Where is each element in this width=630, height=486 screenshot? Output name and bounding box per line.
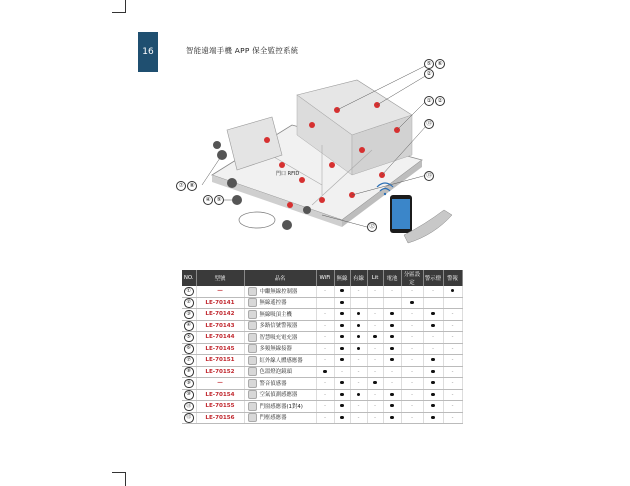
feature-cell bbox=[350, 401, 367, 413]
feature-dash: - bbox=[324, 334, 326, 341]
feature-cell bbox=[334, 343, 350, 355]
feature-cell bbox=[383, 297, 401, 309]
feature-cell bbox=[334, 355, 350, 367]
callout-13-top bbox=[424, 119, 435, 129]
callout-num: ⑧ bbox=[187, 181, 197, 191]
product-thumbnail bbox=[248, 413, 257, 422]
product-name: 色溫燈泡鏡頭 bbox=[259, 369, 292, 376]
feature-cell bbox=[423, 366, 443, 378]
feature-cell bbox=[316, 320, 334, 332]
feature-cell bbox=[401, 320, 423, 332]
feature-cell bbox=[350, 297, 367, 309]
feature-cell bbox=[334, 366, 350, 378]
feature-dot bbox=[390, 358, 393, 361]
product-name-cell bbox=[244, 366, 316, 378]
feature-cell bbox=[334, 309, 350, 321]
feature-cell bbox=[367, 297, 383, 309]
callout-num: ⑬ bbox=[424, 171, 434, 181]
feature-cell bbox=[316, 412, 334, 424]
row-number: ⑦ bbox=[182, 355, 196, 367]
feature-cell bbox=[383, 401, 401, 413]
feature-dash: - bbox=[391, 288, 393, 295]
feature-dot bbox=[323, 370, 326, 373]
model-cell: LE-70145 bbox=[196, 343, 244, 355]
feature-dash: - bbox=[451, 345, 454, 352]
feature-dash: - bbox=[374, 345, 376, 352]
feature-cell bbox=[350, 355, 367, 367]
feature-dot bbox=[431, 324, 434, 327]
callout-num: ② bbox=[435, 96, 445, 106]
feature-dot bbox=[340, 301, 343, 304]
feature-cell bbox=[401, 332, 423, 344]
feature-dash: - bbox=[451, 380, 454, 387]
row-number: ⑥ bbox=[182, 343, 196, 355]
callout-1-2 bbox=[424, 96, 446, 106]
feature-cell bbox=[443, 286, 462, 297]
row-number: ⑪ bbox=[182, 401, 196, 413]
feature-cell bbox=[316, 389, 334, 401]
feature-cell bbox=[316, 332, 334, 344]
feature-dash: - bbox=[374, 414, 376, 421]
feature-dash: - bbox=[411, 380, 413, 387]
callout-num: ⑨ bbox=[214, 195, 224, 205]
feature-cell bbox=[423, 412, 443, 424]
callout-num: ④ bbox=[203, 195, 213, 205]
feature-dot bbox=[340, 289, 343, 292]
product-thumbnail bbox=[248, 379, 257, 388]
table-row bbox=[182, 320, 462, 332]
row-number: ② bbox=[182, 297, 196, 309]
product-name: 門框感應器 bbox=[259, 415, 287, 422]
feature-cell bbox=[350, 389, 367, 401]
product-name: 警音偵感器 bbox=[259, 380, 287, 387]
feature-dash: - bbox=[324, 322, 326, 329]
feature-dot bbox=[410, 301, 413, 304]
feature-dash: - bbox=[451, 311, 454, 318]
feature-cell bbox=[316, 378, 334, 390]
callout-5-6 bbox=[424, 59, 446, 69]
feature-dot bbox=[390, 416, 393, 419]
feature-cell bbox=[383, 389, 401, 401]
feature-dot bbox=[357, 324, 360, 327]
product-name: 紅外線人體感應器 bbox=[259, 357, 303, 364]
callout-num: ⑫ bbox=[367, 222, 377, 232]
product-name: 智慧吸充電充器 bbox=[259, 334, 298, 341]
table-row bbox=[182, 343, 462, 355]
feature-cell bbox=[350, 412, 367, 424]
callout-num: ⑤ bbox=[424, 59, 434, 69]
product-thumbnail bbox=[248, 321, 257, 330]
feature-cell bbox=[401, 366, 423, 378]
row-number: ⑤ bbox=[182, 332, 196, 344]
feature-dash: - bbox=[451, 357, 454, 364]
feature-cell bbox=[443, 320, 462, 332]
product-name-cell bbox=[244, 332, 316, 344]
feature-cell bbox=[350, 320, 367, 332]
feature-dash: - bbox=[411, 288, 413, 295]
feature-dash: - bbox=[411, 368, 413, 375]
feature-dot bbox=[340, 358, 343, 361]
feature-dash: - bbox=[324, 414, 326, 421]
feature-cell bbox=[367, 355, 383, 367]
product-name-cell bbox=[244, 286, 316, 297]
feature-cell bbox=[443, 366, 462, 378]
house-label: 門口 RFID bbox=[276, 171, 300, 177]
crop-mark-top bbox=[125, 0, 126, 13]
feature-cell bbox=[316, 366, 334, 378]
feature-cell bbox=[334, 286, 350, 297]
feature-cell bbox=[334, 332, 350, 344]
feature-cell bbox=[423, 401, 443, 413]
table-header-cell: 型號 bbox=[196, 270, 244, 286]
callout-num: ⑬ bbox=[424, 119, 434, 129]
feature-cell bbox=[367, 320, 383, 332]
table-header-cell: 分區設定 bbox=[401, 270, 423, 286]
product-thumbnail bbox=[248, 287, 257, 296]
feature-dot bbox=[340, 347, 343, 350]
page-number: 16 bbox=[138, 32, 158, 72]
feature-cell bbox=[367, 366, 383, 378]
feature-cell bbox=[443, 378, 462, 390]
feature-cell bbox=[423, 343, 443, 355]
feature-cell bbox=[401, 401, 423, 413]
model-cell: LE-70152 bbox=[196, 366, 244, 378]
feature-cell bbox=[443, 412, 462, 424]
feature-dot bbox=[431, 312, 434, 315]
feature-dash: - bbox=[324, 345, 326, 352]
product-thumbnail bbox=[248, 402, 257, 411]
feature-cell bbox=[334, 297, 350, 309]
feature-cell bbox=[401, 343, 423, 355]
feature-dash: - bbox=[374, 288, 376, 295]
model-cell: LE-70154 bbox=[196, 389, 244, 401]
feature-dash: - bbox=[451, 403, 454, 410]
feature-cell bbox=[383, 366, 401, 378]
feature-dash: - bbox=[324, 391, 326, 398]
feature-cell bbox=[443, 332, 462, 344]
feature-dash: - bbox=[324, 357, 326, 364]
row-number: ⑨ bbox=[182, 378, 196, 390]
table-row bbox=[182, 412, 462, 424]
feature-cell bbox=[367, 286, 383, 297]
feature-cell bbox=[443, 355, 462, 367]
feature-cell bbox=[443, 401, 462, 413]
feature-cell bbox=[350, 378, 367, 390]
table-header-cell: WiFi bbox=[316, 270, 334, 286]
feature-dash: - bbox=[411, 357, 413, 364]
callout-4-9 bbox=[203, 195, 225, 205]
feature-dot bbox=[340, 324, 343, 327]
table-row bbox=[182, 389, 462, 401]
table-header-cell: 無線 bbox=[334, 270, 350, 286]
model-cell: LE-70142 bbox=[196, 309, 244, 321]
feature-dot bbox=[357, 335, 360, 338]
feature-dash: - bbox=[411, 414, 413, 421]
feature-dash: - bbox=[391, 380, 393, 387]
feature-cell bbox=[401, 286, 423, 297]
callout-num: ⑥ bbox=[435, 59, 445, 69]
model-cell: — bbox=[196, 378, 244, 390]
feature-dash: - bbox=[374, 391, 376, 398]
feature-cell bbox=[383, 309, 401, 321]
feature-dot bbox=[431, 393, 434, 396]
feature-cell bbox=[367, 401, 383, 413]
product-name: 門窗感應器(1對4) bbox=[259, 403, 303, 410]
feature-cell bbox=[401, 355, 423, 367]
table-header-cell: 警示燈 bbox=[423, 270, 443, 286]
feature-cell bbox=[443, 389, 462, 401]
feature-dash: - bbox=[324, 288, 326, 295]
model-cell: LE-70141 bbox=[196, 297, 244, 309]
feature-dash: - bbox=[451, 334, 454, 341]
crop-mark-bottom bbox=[125, 472, 126, 486]
product-name-cell bbox=[244, 401, 316, 413]
feature-cell bbox=[423, 378, 443, 390]
feature-cell bbox=[334, 378, 350, 390]
feature-cell bbox=[443, 309, 462, 321]
row-number: ⑩ bbox=[182, 389, 196, 401]
feature-dot bbox=[373, 381, 376, 384]
feature-dash: - bbox=[374, 322, 376, 329]
feature-cell bbox=[316, 297, 334, 309]
feature-cell bbox=[383, 378, 401, 390]
feature-cell bbox=[334, 320, 350, 332]
model-cell: LE-70143 bbox=[196, 320, 244, 332]
feature-dot bbox=[431, 381, 434, 384]
feature-cell bbox=[401, 412, 423, 424]
feature-cell bbox=[401, 297, 423, 309]
feature-dash: - bbox=[451, 368, 454, 375]
table-row bbox=[182, 378, 462, 390]
feature-cell bbox=[350, 332, 367, 344]
row-number: ④ bbox=[182, 320, 196, 332]
feature-dash: - bbox=[324, 380, 326, 387]
feature-dot bbox=[340, 312, 343, 315]
product-name: 無線吸頂主機 bbox=[259, 311, 292, 318]
table-header-cell: Lit bbox=[367, 270, 383, 286]
model-cell: LE-70156 bbox=[196, 412, 244, 424]
feature-dash: - bbox=[324, 403, 326, 410]
feature-dash: - bbox=[411, 403, 413, 410]
feature-dot bbox=[357, 393, 360, 396]
feature-cell bbox=[316, 343, 334, 355]
table-row bbox=[182, 332, 462, 344]
feature-cell bbox=[367, 332, 383, 344]
house-illustration bbox=[172, 55, 462, 265]
row-number: ⑧ bbox=[182, 366, 196, 378]
product-name-cell bbox=[244, 320, 316, 332]
feature-dash: - bbox=[341, 368, 343, 375]
feature-cell bbox=[367, 309, 383, 321]
product-name-cell bbox=[244, 297, 316, 309]
feature-dot bbox=[431, 370, 434, 373]
feature-dash: - bbox=[411, 311, 413, 318]
feature-cell bbox=[350, 343, 367, 355]
table-row bbox=[182, 297, 462, 309]
table-row bbox=[182, 309, 462, 321]
table-row bbox=[182, 286, 462, 297]
product-thumbnail bbox=[248, 367, 257, 376]
product-thumbnail bbox=[248, 310, 257, 319]
row-number: ③ bbox=[182, 309, 196, 321]
feature-cell bbox=[423, 320, 443, 332]
feature-dot bbox=[390, 347, 393, 350]
feature-cell bbox=[334, 401, 350, 413]
feature-dot bbox=[431, 416, 434, 419]
spec-table bbox=[182, 270, 463, 424]
feature-cell bbox=[423, 286, 443, 297]
feature-cell bbox=[423, 332, 443, 344]
feature-dot bbox=[340, 335, 343, 338]
callout-13-mid bbox=[424, 171, 435, 181]
feature-cell bbox=[334, 389, 350, 401]
table-header-row bbox=[182, 270, 462, 286]
feature-cell bbox=[423, 355, 443, 367]
page-title: 智能遠端手機 APP 保全監控系統 bbox=[186, 46, 299, 55]
table-header-cell: 有線 bbox=[350, 270, 367, 286]
feature-cell bbox=[367, 412, 383, 424]
feature-dash: - bbox=[374, 403, 376, 410]
table-header-cell: 品名 bbox=[244, 270, 316, 286]
callout-num: ① bbox=[424, 96, 434, 106]
feature-dot bbox=[451, 289, 454, 292]
row-number: ① bbox=[182, 286, 196, 297]
product-name-cell bbox=[244, 389, 316, 401]
feature-cell bbox=[367, 378, 383, 390]
product-name-cell bbox=[244, 309, 316, 321]
feature-dash: - bbox=[374, 368, 376, 375]
product-thumbnail bbox=[248, 333, 257, 342]
feature-dot bbox=[373, 335, 376, 338]
feature-cell bbox=[401, 389, 423, 401]
feature-cell bbox=[423, 309, 443, 321]
table-row bbox=[182, 401, 462, 413]
feature-dash: - bbox=[357, 288, 360, 295]
feature-cell bbox=[350, 366, 367, 378]
feature-dash: - bbox=[374, 311, 376, 318]
feature-dot bbox=[357, 347, 360, 350]
product-name: 多路信號警報器 bbox=[259, 323, 298, 330]
feature-cell bbox=[383, 343, 401, 355]
feature-cell bbox=[423, 389, 443, 401]
feature-dot bbox=[390, 393, 393, 396]
row-number: ⑫ bbox=[182, 412, 196, 424]
feature-dash: - bbox=[374, 357, 376, 364]
product-name-cell bbox=[244, 412, 316, 424]
feature-dash: - bbox=[324, 311, 326, 318]
table-header-cell: NO. bbox=[182, 270, 196, 286]
feature-dash: - bbox=[451, 322, 454, 329]
feature-cell bbox=[383, 355, 401, 367]
product-name: 中繼無線控制器 bbox=[259, 288, 298, 295]
callout-7-8 bbox=[176, 181, 198, 191]
feature-dot bbox=[390, 335, 393, 338]
table-row bbox=[182, 366, 462, 378]
model-cell: LE-70151 bbox=[196, 355, 244, 367]
table-header-cell: 警報 bbox=[443, 270, 462, 286]
crop-mark-top-h bbox=[112, 12, 125, 13]
feature-cell bbox=[383, 412, 401, 424]
product-thumbnail bbox=[248, 390, 257, 399]
feature-dot bbox=[431, 404, 434, 407]
feature-dot bbox=[357, 312, 360, 315]
feature-dash: - bbox=[411, 322, 413, 329]
feature-cell bbox=[350, 286, 367, 297]
feature-cell bbox=[367, 343, 383, 355]
product-name: 無線遙控器 bbox=[259, 300, 287, 307]
feature-cell bbox=[383, 286, 401, 297]
feature-cell bbox=[443, 343, 462, 355]
feature-cell bbox=[316, 309, 334, 321]
product-name: 空氣偵測感應器 bbox=[259, 392, 298, 399]
feature-dash: - bbox=[411, 391, 413, 398]
feature-dash: - bbox=[432, 334, 434, 341]
model-cell: — bbox=[196, 286, 244, 297]
crop-mark-bottom-h bbox=[112, 472, 125, 473]
feature-cell bbox=[423, 297, 443, 309]
table-header-cell: 電池 bbox=[383, 270, 401, 286]
feature-dash: - bbox=[451, 391, 454, 398]
feature-dash: - bbox=[357, 368, 360, 375]
feature-cell bbox=[443, 297, 462, 309]
callout-2 bbox=[424, 69, 435, 79]
callout-num: ② bbox=[424, 69, 434, 79]
feature-dash: - bbox=[451, 414, 454, 421]
feature-cell bbox=[334, 412, 350, 424]
feature-cell bbox=[383, 332, 401, 344]
feature-dot bbox=[340, 404, 343, 407]
feature-cell bbox=[383, 320, 401, 332]
feature-cell bbox=[316, 401, 334, 413]
model-cell: LE-70155 bbox=[196, 401, 244, 413]
feature-dash: - bbox=[357, 357, 360, 364]
feature-dash: - bbox=[411, 334, 413, 341]
feature-cell bbox=[350, 309, 367, 321]
feature-dot bbox=[431, 358, 434, 361]
feature-cell bbox=[316, 286, 334, 297]
feature-dash: - bbox=[432, 345, 434, 352]
product-name-cell bbox=[244, 378, 316, 390]
model-cell: LE-70144 bbox=[196, 332, 244, 344]
feature-dot bbox=[390, 404, 393, 407]
feature-dash: - bbox=[411, 345, 413, 352]
feature-cell bbox=[401, 378, 423, 390]
feature-dot bbox=[340, 416, 343, 419]
feature-dot bbox=[340, 381, 343, 384]
feature-cell bbox=[316, 355, 334, 367]
feature-dot bbox=[390, 312, 393, 315]
callout-12 bbox=[367, 222, 378, 232]
feature-dash: - bbox=[432, 288, 434, 295]
product-name-cell bbox=[244, 355, 316, 367]
product-name: 多頻無線接器 bbox=[259, 346, 292, 353]
product-thumbnail bbox=[248, 344, 257, 353]
feature-dot bbox=[340, 393, 343, 396]
feature-dot bbox=[390, 324, 393, 327]
feature-cell bbox=[401, 309, 423, 321]
product-thumbnail bbox=[248, 356, 257, 365]
callout-num: ⑦ bbox=[176, 181, 186, 191]
feature-cell bbox=[367, 389, 383, 401]
table-row bbox=[182, 355, 462, 367]
product-name-cell bbox=[244, 343, 316, 355]
product-thumbnail bbox=[248, 298, 257, 307]
feature-dash: - bbox=[357, 380, 360, 387]
feature-dash: - bbox=[391, 368, 393, 375]
feature-dash: - bbox=[357, 414, 360, 421]
feature-dash: - bbox=[357, 403, 360, 410]
